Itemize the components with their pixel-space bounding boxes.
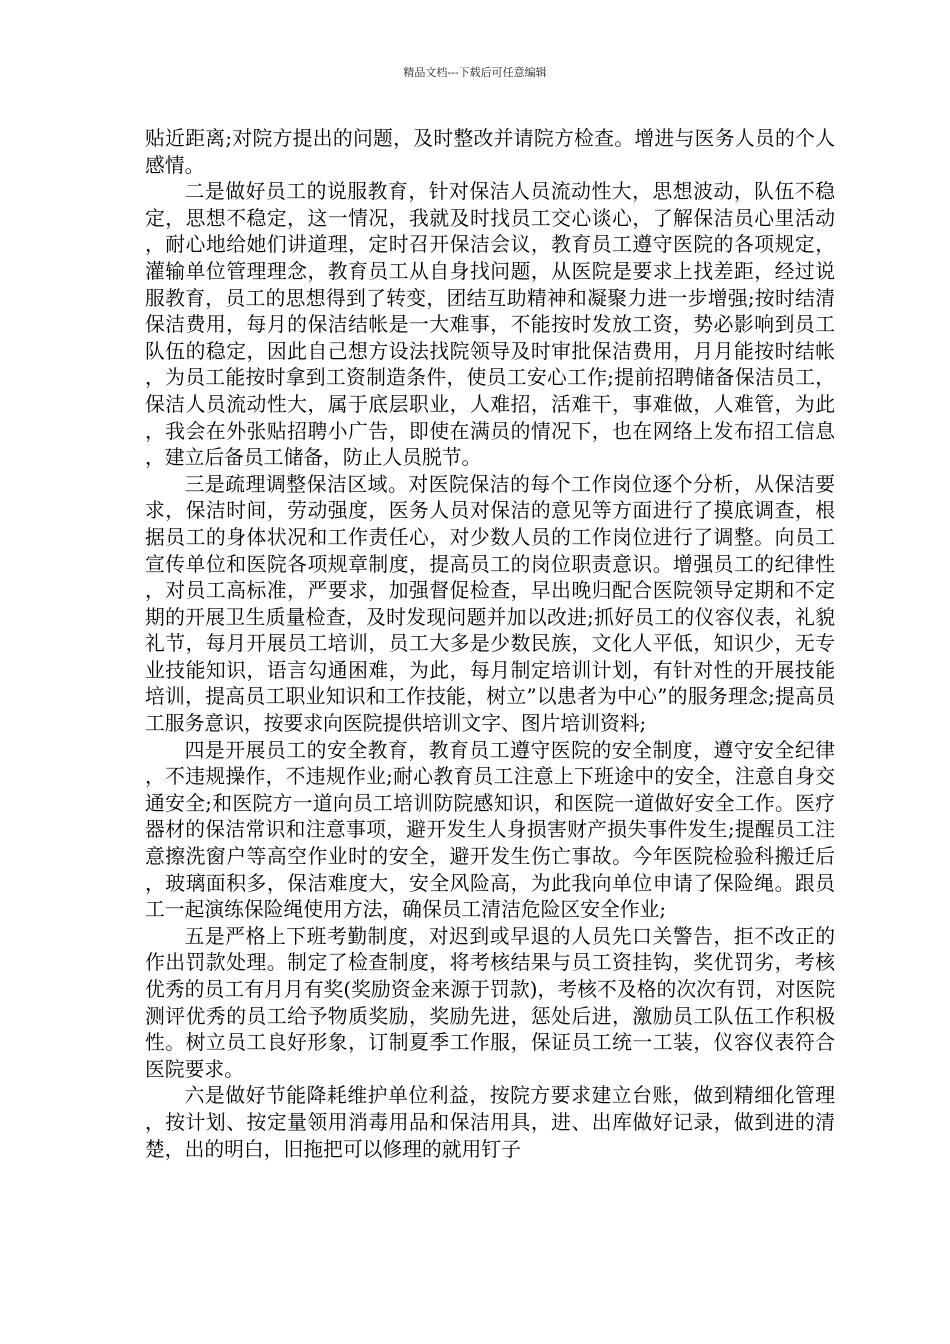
paragraph-3-cleaning-area-adjustment: 三是疏理调整保洁区域。对医院保洁的每个工作岗位逐个分析，从保洁要求，保洁时间，劳动强度，医务人员对保洁的意见等方面进行了摸底调查，根据员工的身体状况和工作责任心，对少数人员的工作岗位进行了调整。向员工宣传单位和医院各项规章制度，提高员工的岗位职责意识。增强员工的纪律性，对员工高标准，严要求，加强督促检查，早出晚归配合医院领导定期和不定期的开展卫生质量检查，及时发现问题并加以改进;抓好员工的仪容仪表，礼貌礼节，每月开展员工培训，员工大多是少数民族，文化人平低，知识少，无专业技能知识，语言勾通困难，为此，每月制定培训计划，有针对性的开展技能培训，提高员工职业知识和工作技能，树立”以患者为中心”的服务理念;提高员工服务意识，按要求向医院提供培训文字、图片培训资料; xyxy=(145,472,835,736)
paragraph-6-energy-saving: 六是做好节能降耗维护单位利益，按院方要求建立台账，做到精细化管理，按计划、按定量领用消毒用品和保洁用具，进、出库做好记录，做到进的清楚，出的明白，旧拖把可以修理的就用钉子 xyxy=(145,1084,835,1161)
paragraph-continuation: 贴近距离;对院方提出的问题，及时整改并请院方检查。增进与医务人员的个人感情。 xyxy=(145,127,835,177)
paragraph-2-persuasion-education: 二是做好员工的说服教育，针对保洁人员流动性大，思想波动，队伍不稳定，思想不稳定，这一情况，我就及时找员工交心谈心，了解保洁员心里活动，耐心地给她们讲道理，定时召开保洁会议，教育员工遵守医院的各项规定，灌输单位管理理念，教育员工从自身找问题，从医院是要求上找差距，经过说服教育，员工的思想得到了转变，团结互助精神和凝聚力进一步增强;按时结清保洁费用，每月的保洁结帐是一大难事，不能按时发放工资，势必影响到员工队伍的稳定，因此自己想方设法找院领导及时审批保洁费用，月月能按时结帐，为员工能按时拿到工资制造条件，使员工安心工作;提前招聘储备保洁员工，保洁人员流动性大，属于底层职业，人难招，活难干，事难做，人难管，为此，我会在外张贴招聘小广告，即使在满员的情况下，也在网络上发布招工信息，建立后备员工储备，防止人员脱节。 xyxy=(145,180,835,470)
paragraph-5-attendance-system: 五是严格上下班考勤制度，对迟到或早退的人员先口关警告，拒不改正的作出罚款处理。制定了检查制度，将考核结果与员工资挂钩，奖优罚劣，考核优秀的员工有月月有奖(奖励资金来源于罚款)，考核不及格的次次有罚，对医院测评优秀的员工给予物质奖励，奖励先进，惩处后进，激励员工队伍工作积极性。树立员工良好形象，订制夏季工作服，保证员工统一工装，仪容仪表符合医院要求。 xyxy=(145,924,835,1081)
document-body xyxy=(145,126,835,1163)
paragraph-4-safety-education: 四是开展员工的安全教育，教育员工遵守医院的安全制度，遵守安全纪律，不违规操作，不违规作业;耐心教育员工注意上下班途中的安全，注意自身交通安全;和医院方一道向员工培训防院感知识，和医院一道做好安全工作。医疗器材的保洁常识和注意事项，避开发生人身损害财产损失事件发生;提醒员工注意擦洗窗户等高空作业时的安全，避开发生伤亡事故。今年医院检验科搬迁后，玻璃面积多，保洁难度大，安全风险高，为此我向单位申请了保险绳。跟员工一起演练保险绳使用方法，确保员工清洁危险区安全作业; xyxy=(145,738,835,922)
page-header: 精品文档---下载后可任意编辑 xyxy=(403,66,547,79)
